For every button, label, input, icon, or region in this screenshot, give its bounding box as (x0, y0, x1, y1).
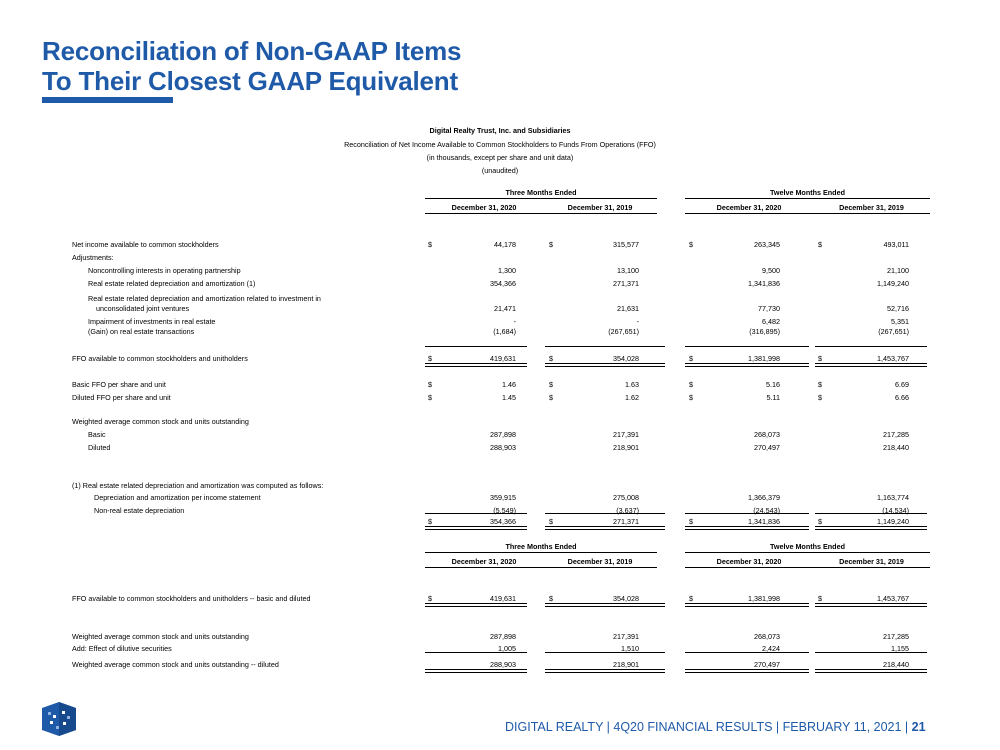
cell-dep_stmt-1: 359,915 (490, 493, 516, 502)
cell-basic_ffo-4: 6.69 (895, 380, 909, 389)
header-rule (685, 552, 930, 553)
cell-dilutive-3: 2,424 (762, 644, 780, 653)
cell-dep_stmt-4: 1,163,774 (877, 493, 909, 502)
cell-dilutive-2: 1,510 (621, 644, 639, 653)
cell-basic_ffo-2: 1.63 (625, 380, 639, 389)
column-header-2: December 31, 2019 (567, 203, 633, 212)
cell-basic_ffo-3: 5.16 (766, 380, 780, 389)
total-double-rule (545, 603, 665, 607)
dollar-sign: $ (689, 594, 693, 603)
row-label-wavg_diluted: Weighted average common stock and units outstanding -- diluted (72, 660, 279, 669)
subtotal-rule (815, 513, 927, 514)
column-header-2: December 31, 2019 (567, 557, 633, 566)
dollar-sign: $ (549, 380, 553, 389)
title-underline-bar (42, 97, 173, 103)
dollar-sign: $ (549, 594, 553, 603)
dollar-sign: $ (428, 594, 432, 603)
cell-wavg_diluted-1: 288,903 (490, 660, 516, 669)
dollar-sign: $ (428, 517, 432, 526)
column-header-4: December 31, 2019 (839, 203, 904, 212)
cell-re_dep_jv2-1: 21,471 (494, 304, 516, 313)
total-double-rule (815, 363, 927, 367)
cell-dilutive-1: 1,005 (498, 644, 516, 653)
row-label-wavg: Weighted average common stock and units outstanding (72, 417, 249, 426)
total-double-rule (685, 603, 809, 607)
row-label-gain: (Gain) on real estate transactions (88, 327, 195, 336)
row-label-ffo: FFO available to common stockholders and unitholders (72, 354, 248, 363)
cell-nci-4: 21,100 (887, 266, 909, 275)
cell-net_income-3: 263,345 (754, 240, 780, 249)
row-label-dep_stmt: Depreciation and amortization per income statement (94, 493, 261, 502)
dollar-sign: $ (818, 517, 822, 526)
cell-note_total-1: 354,366 (490, 517, 516, 526)
cell-re_dep-2: 271,371 (613, 279, 639, 288)
cell-nci-3: 9,500 (762, 266, 780, 275)
cell-gain-3: (316,895) (749, 327, 780, 336)
row-label-net_income: Net income available to common stockholders (72, 240, 219, 249)
cell-basic_ffo-1: 1.46 (502, 380, 516, 389)
row-label-wavg2: Weighted average common stock and units outstanding (72, 632, 249, 641)
cell-note_total-3: 1,341,836 (748, 517, 780, 526)
twelve-months-header: Twelve Months Ended (770, 542, 845, 551)
subtotal-rule (545, 652, 665, 653)
cell-basic-4: 217,285 (883, 430, 909, 439)
dollar-sign: $ (689, 354, 693, 363)
cell-note_total-2: 271,371 (613, 517, 639, 526)
column-header-3: December 31, 2020 (716, 557, 782, 566)
cell-diluted_ffo-4: 6.66 (895, 393, 909, 402)
cell-re_dep_jv2-3: 77,730 (758, 304, 780, 313)
total-double-rule (815, 603, 927, 607)
cell-impairment-3: 6,482 (762, 317, 780, 326)
column-header-3: December 31, 2020 (716, 203, 782, 212)
header-rule (425, 567, 657, 568)
cell-wavg2-4: 217,285 (883, 632, 909, 641)
footer-text: DIGITAL REALTY | 4Q20 FINANCIAL RESULTS | FEBRUARY 11, 2021 | (505, 720, 912, 734)
row-label-dilutive: Add: Effect of dilutive securities (72, 644, 172, 653)
subtotal-rule (685, 513, 809, 514)
dollar-sign: $ (818, 594, 822, 603)
cell-basic-1: 287,898 (490, 430, 516, 439)
cell-diluted_ffo-2: 1.62 (625, 393, 639, 402)
cell-re_dep_jv2-4: 52,716 (887, 304, 909, 313)
cell-basic-3: 268,073 (754, 430, 780, 439)
company-heading: Digital Realty Trust, Inc. and Subsidiaries (429, 126, 571, 135)
cell-impairment-4: 5,351 (891, 317, 909, 326)
dollar-sign: $ (689, 517, 693, 526)
cell-diluted-1: 288,903 (490, 443, 516, 452)
header-rule (425, 552, 657, 553)
header-rule (685, 198, 930, 199)
cell-non_re-4: (14,534) (882, 506, 909, 515)
dollar-sign: $ (689, 240, 693, 249)
subtotal-rule (425, 652, 527, 653)
cell-wavg2-2: 217,391 (613, 632, 639, 641)
dollar-sign: $ (818, 240, 822, 249)
cell-net_income-1: 44,178 (494, 240, 516, 249)
cell-ffo_bd-1: 419,631 (490, 594, 516, 603)
dollar-sign: $ (818, 393, 822, 402)
row-label-note1: (1) Real estate related depreciation and amortization was computed as follows: (72, 481, 324, 490)
cell-non_re-3: (24,543) (753, 506, 780, 515)
dollar-sign: $ (549, 517, 553, 526)
cell-nci-1: 1,300 (498, 266, 516, 275)
report-subtitle: Reconciliation of Net Income Available to Common Stockholders to Funds From Operations (FFO) (344, 140, 656, 149)
dollar-sign: $ (428, 380, 432, 389)
dollar-sign: $ (818, 354, 822, 363)
cell-diluted_ffo-3: 5.11 (766, 393, 780, 402)
total-double-rule (685, 669, 809, 673)
total-double-rule (685, 526, 809, 530)
cell-wavg2-3: 268,073 (754, 632, 780, 641)
column-header-1: December 31, 2020 (451, 557, 517, 566)
three-months-header: Three Months Ended (505, 188, 577, 197)
total-double-rule (545, 526, 665, 530)
dollar-sign: $ (428, 240, 432, 249)
row-label-basic: Basic (88, 430, 106, 439)
total-double-rule (815, 526, 927, 530)
cell-dilutive-4: 1,155 (891, 644, 909, 653)
audit-note: (unaudited) (481, 166, 519, 175)
cell-ffo-3: 1,381,998 (748, 354, 780, 363)
total-double-rule (425, 526, 527, 530)
cell-gain-1: (1,684) (493, 327, 516, 336)
row-label-non_re: Non-real estate depreciation (94, 506, 185, 515)
total-double-rule (815, 669, 927, 673)
cell-re_dep_jv2-2: 21,631 (617, 304, 639, 313)
cell-wavg_diluted-4: 218,440 (883, 660, 909, 669)
cell-ffo-1: 419,631 (490, 354, 516, 363)
subtotal-rule (425, 346, 527, 347)
cell-non_re-2: (3,637) (616, 506, 639, 515)
twelve-months-header: Twelve Months Ended (770, 188, 845, 197)
dollar-sign: $ (428, 393, 432, 402)
row-label-re_dep: Real estate related depreciation and amortization (1) (88, 279, 256, 288)
cell-diluted-3: 270,497 (754, 443, 780, 452)
cell-diluted_ffo-1: 1.45 (502, 393, 516, 402)
subtotal-rule (685, 652, 809, 653)
column-header-1: December 31, 2020 (451, 203, 517, 212)
cell-wavg2-1: 287,898 (490, 632, 516, 641)
cell-non_re-1: (5,549) (493, 506, 516, 515)
cell-diluted-2: 218,901 (613, 443, 639, 452)
page-title (42, 36, 461, 96)
subtotal-rule (545, 513, 665, 514)
cell-ffo_bd-2: 354,028 (613, 594, 639, 603)
subtotal-rule (815, 346, 927, 347)
cell-re_dep-4: 1,149,240 (877, 279, 909, 288)
dollar-sign: $ (549, 393, 553, 402)
row-label-impairment: Impairment of investments in real estate (88, 317, 216, 326)
dollar-sign: $ (689, 380, 693, 389)
cell-ffo-2: 354,028 (613, 354, 639, 363)
row-label-re_dep_jv1: Real estate related depreciation and amortization related to investment in (88, 294, 321, 303)
cell-net_income-4: 493,011 (883, 240, 909, 249)
row-label-nci: Noncontrolling interests in operating partnership (88, 266, 241, 275)
title-line-1: Reconciliation of Non-GAAP Items (42, 36, 462, 66)
dollar-sign: $ (428, 354, 432, 363)
cell-ffo_bd-3: 1,381,998 (748, 594, 780, 603)
cell-note_total-4: 1,149,240 (877, 517, 909, 526)
header-rule (425, 213, 657, 214)
row-label-adjustments: Adjustments: (72, 253, 114, 262)
cell-dep_stmt-2: 275,008 (613, 493, 639, 502)
total-double-rule (685, 363, 809, 367)
cell-impairment-2: - (636, 317, 639, 326)
cell-ffo_bd-4: 1,453,767 (877, 594, 909, 603)
total-double-rule (545, 363, 665, 367)
cell-nci-2: 13,100 (617, 266, 639, 275)
total-double-rule (425, 603, 527, 607)
digital-realty-logo-icon (42, 702, 76, 741)
total-double-rule (425, 363, 527, 367)
total-double-rule (425, 669, 527, 673)
header-rule (425, 198, 657, 199)
column-header-4: December 31, 2019 (839, 557, 904, 566)
cell-basic-2: 217,391 (613, 430, 639, 439)
dollar-sign: $ (818, 380, 822, 389)
header-rule (685, 567, 930, 568)
title-line-2: To Their Closest GAAP Equivalent (42, 66, 458, 96)
subtotal-rule (425, 513, 527, 514)
cell-wavg_diluted-3: 270,497 (754, 660, 780, 669)
subtotal-rule (685, 346, 809, 347)
cell-dep_stmt-3: 1,366,379 (748, 493, 780, 502)
page-number: 21 (911, 720, 926, 734)
row-label-diluted: Diluted (88, 443, 111, 452)
dollar-sign: $ (689, 393, 693, 402)
subtotal-rule (545, 346, 665, 347)
row-label-re_dep_jv2: unconsolidated joint ventures (96, 304, 190, 313)
subtotal-rule (815, 652, 927, 653)
cell-gain-4: (267,651) (878, 327, 909, 336)
units-note: (in thousands, except per share and unit data) (426, 153, 574, 162)
three-months-header: Three Months Ended (505, 542, 577, 551)
cell-net_income-2: 315,577 (613, 240, 639, 249)
cell-re_dep-1: 354,366 (490, 279, 516, 288)
cell-impairment-1: - (513, 317, 516, 326)
cell-diluted-4: 218,440 (883, 443, 909, 452)
cell-ffo-4: 1,453,767 (877, 354, 909, 363)
dollar-sign: $ (549, 240, 553, 249)
cell-wavg_diluted-2: 218,901 (613, 660, 639, 669)
header-rule (685, 213, 930, 214)
cell-re_dep-3: 1,341,836 (748, 279, 780, 288)
row-label-basic_ffo: Basic FFO per share and unit (72, 380, 166, 389)
total-double-rule (545, 669, 665, 673)
dollar-sign: $ (549, 354, 553, 363)
row-label-ffo_bd: FFO available to common stockholders and unitholders -- basic and diluted (72, 594, 311, 603)
cell-gain-2: (267,651) (608, 327, 639, 336)
footer (505, 720, 926, 734)
row-label-diluted_ffo: Diluted FFO per share and unit (72, 393, 171, 402)
